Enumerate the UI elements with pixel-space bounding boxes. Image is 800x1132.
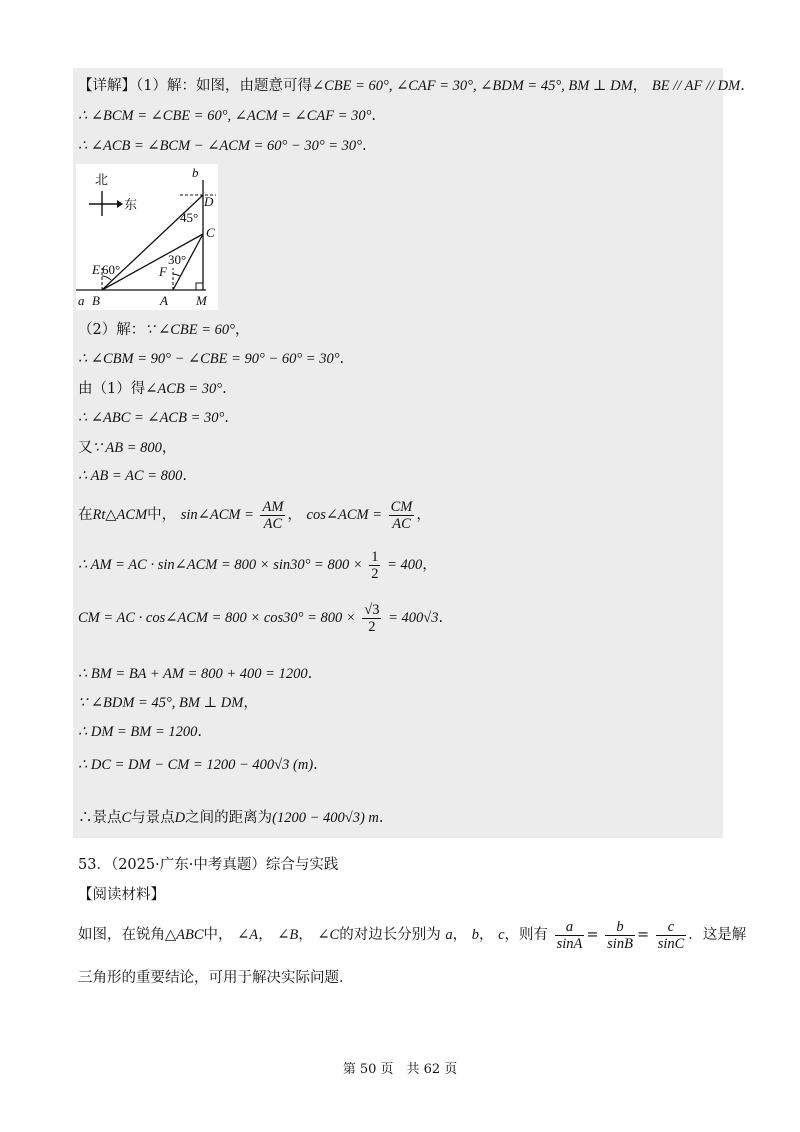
part2-line-m: ∴ DC = DM − CM = 1200 − 400√3 (m). [78, 757, 318, 773]
compass-east-label: 东 [124, 198, 138, 213]
page-footer: 第 50 页 共 62 页 [342, 1062, 458, 1077]
part2-line-c: 由（1）得∠ACB = 30°. [78, 381, 227, 397]
part2-line-i: CM = AC · cos∠ACM = 800 × cos30° = 800 × $\frac{√3}{2}$ = 400√3. [78, 601, 444, 635]
reading-material-heading: 【阅读材料】 [78, 887, 165, 903]
right-angle-mark [196, 283, 203, 290]
part2-line-g: 在Rt△ACM中， sin∠ACM = $\frac{AM}{AC}$ ， cos∠ACM = $\frac{CM}{AC}$ ， [78, 498, 431, 532]
solution-line-1: 【详解】（1）解：如图，由题意可得∠CBE = 60°, ∠CAF = 30°, ∠BDM = 45°, BM ⊥ DM， BE // AF // DM. [78, 78, 745, 94]
label-d: D [204, 194, 214, 209]
part2-line-f: ∴ AB = AC = 800. [78, 468, 187, 484]
part2-line-k: ∵ ∠BDM = 45°, BM ⊥ DM， [78, 695, 258, 711]
label-a: a [78, 293, 85, 308]
fraction-am-ac: $\frac{AM}{AC}$ [262, 498, 284, 532]
label-30: 30° [168, 252, 187, 267]
fraction-one-half: $\frac{1}{2}$ [371, 548, 379, 582]
diagram-svg [76, 164, 218, 310]
label-e: E [92, 262, 100, 277]
part2-line-d: ∴ ∠ABC = ∠ACB = 30°. [78, 410, 229, 426]
label-c: C [206, 225, 215, 240]
angle-arc-30 [173, 274, 180, 276]
solution-line-3: ∴ ∠ACB = ∠BCM − ∠ACM = 60° − 30° = 30°. [78, 138, 367, 154]
part2-line-j: ∴ BM = BA + AM = 800 + 400 = 1200. [78, 666, 313, 682]
label-f: F [159, 264, 167, 279]
part2-conclusion: ∴景点C与景点D之间的距离为(1200 − 400√3) m. [78, 810, 384, 826]
solution-line-2: ∴ ∠BCM = ∠CBE = 60°, ∠ACM = ∠CAF = 30°. [78, 108, 377, 124]
label-b: b [192, 165, 199, 180]
label-45: 45° [180, 210, 199, 225]
part2-line-h: ∴ AM = AC · sin∠ACM = 800 × sin30° = 800 × $\frac{1}{2}$ = 400， [78, 548, 437, 582]
fraction-c-sinc: $\frac{c}{\sin C}$ [657, 918, 685, 952]
question-53-body-line-1: 如图，在锐角△ABC中， ∠A， ∠B， ∠C的对边长分别为 a， b， c，则有 $\frac{a}{\sin A}$ = $\frac{b}{\sin B}$ = $\frac{c}{\sin C}$ ．这是解 [78, 918, 747, 952]
question-53-title: 53．（2025·广东·中考真题）综合与实践 [78, 857, 339, 873]
fraction-cm-ac: $\frac{CM}{AC}$ [390, 498, 413, 532]
fraction-a-sina: $\frac{a}{\sin A}$ [556, 918, 583, 952]
fraction-b-sinb: $\frac{b}{\sin B}$ [607, 918, 633, 952]
fraction-root3-half: $\frac{√3}{2}$ [364, 601, 380, 635]
part2-line-e: 又∵ AB = 800， [78, 440, 177, 456]
geometry-diagram [76, 164, 218, 310]
compass-north-label: 北 [95, 173, 109, 188]
part2-line-b: ∴ ∠CBM = 90° − ∠CBE = 90° − 60° = 30°. [78, 351, 345, 367]
label-point-b: B [92, 293, 100, 308]
label-m: M [196, 293, 207, 308]
label-60: 60° [102, 262, 121, 277]
compass-east-arrow-icon [117, 200, 123, 208]
part2-line-l: ∴ DM = BM = 1200. [78, 724, 203, 740]
part2-line-a: （2）解：∵ ∠CBE = 60°， [78, 322, 250, 338]
label-point-a: A [160, 293, 168, 308]
question-53-body-line-2: 三角形的重要结论，可用于解决实际问题． [78, 970, 354, 986]
